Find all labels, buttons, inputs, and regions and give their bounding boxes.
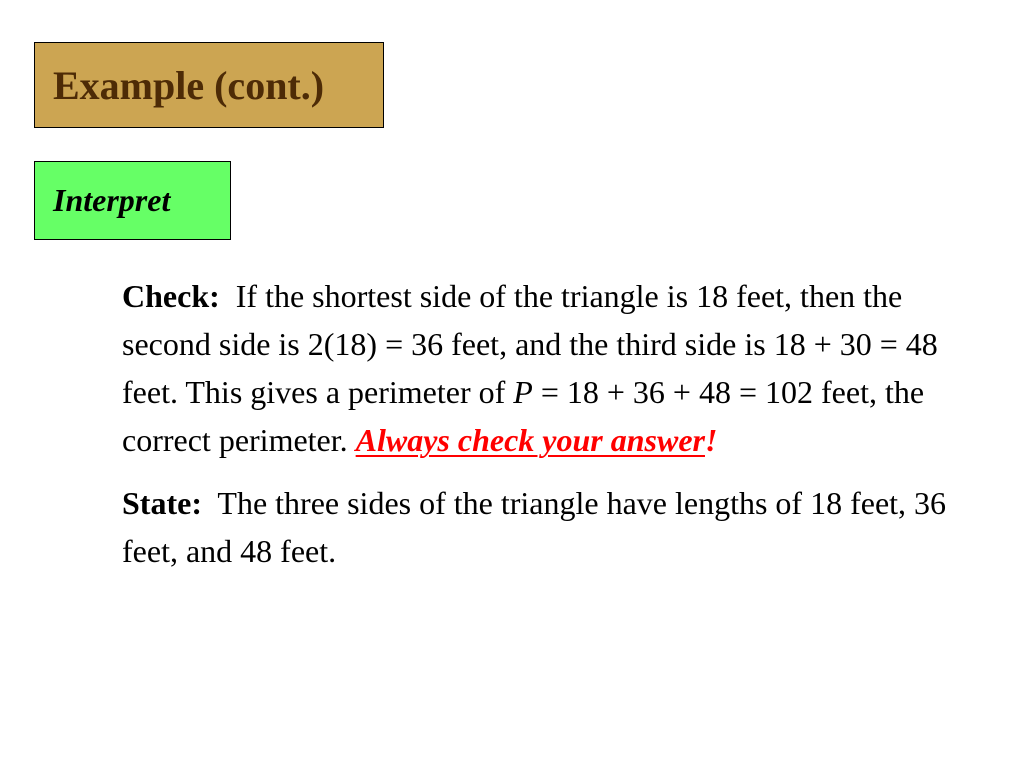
check-emphasis: Always check your answer (355, 422, 705, 458)
step-label-box (34, 161, 231, 240)
check-emphasis-punctuation: ! (704, 422, 718, 458)
slide-title-box (34, 42, 384, 128)
state-label: State: (122, 485, 202, 521)
slide-body (122, 272, 962, 575)
state-paragraph (122, 479, 962, 575)
perimeter-variable: P (513, 374, 533, 410)
check-text-part-1: If the shortest side of the triangle is 18 feet, then the second side is 2(18) = 36 feet, and the third side is 18 + 30 = 48 feet. This gives a perimeter of (122, 278, 938, 410)
check-text-part-2: = 18 + 36 + 48 = 102 feet, the correct perimeter. (122, 374, 925, 458)
check-label: Check: (122, 278, 220, 314)
check-paragraph (122, 272, 962, 464)
step-label: Interpret (53, 182, 171, 218)
slide-title: Example (cont.) (53, 62, 325, 108)
state-text: The three sides of the triangle have lengths of 18 feet, 36 feet, and 48 feet. (122, 485, 947, 569)
